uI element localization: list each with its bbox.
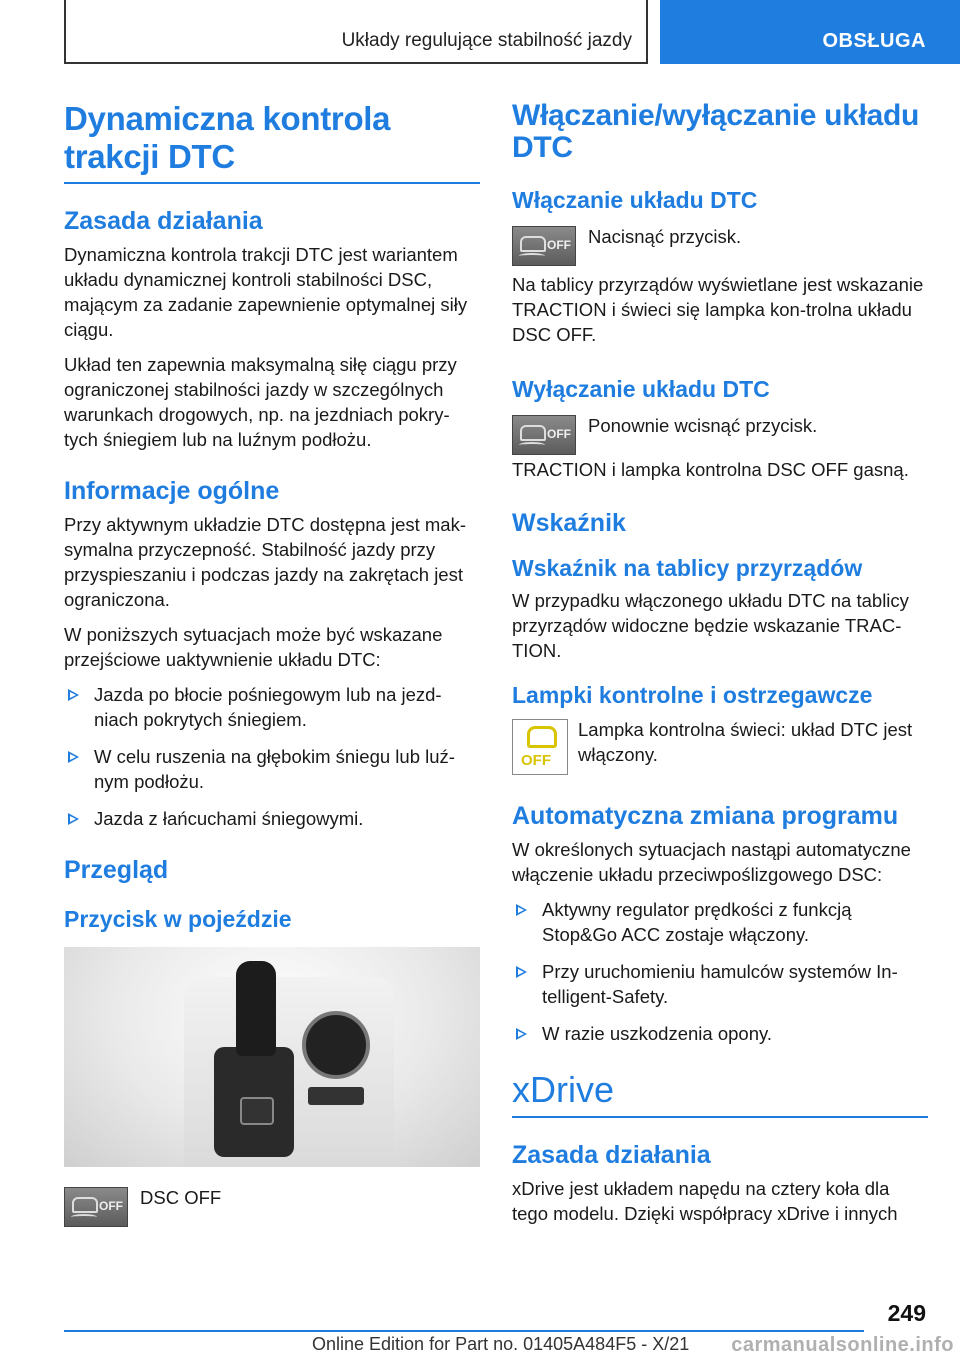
triangle-bullet-icon — [516, 904, 527, 916]
heading-przycisk: Przycisk w pojeździe — [64, 906, 292, 932]
idrive-knob — [302, 1011, 370, 1079]
heading-wylaczanie: Wyłączanie układu DTC — [512, 376, 770, 402]
heading-zasada: Zasada działania — [64, 207, 263, 235]
option-buttons — [308, 1087, 364, 1105]
footer-edition: Online Edition for Part no. 01405A484F5 - X/21 — [312, 1334, 690, 1354]
heading-tablica: Wskaźnik na tablicy przyrządów — [512, 555, 863, 581]
list-item: Aktywny regulator prędkości z funkcją Stop&Go ACC zostaje włączony. — [512, 897, 928, 947]
footer-rule — [64, 1330, 864, 1332]
heading-informacje: Informacje ogólne — [64, 477, 280, 505]
parking-brake-button — [240, 1097, 274, 1125]
left-title-block — [64, 100, 480, 184]
heading-xdrive-zasada: Zasada działania — [512, 1141, 711, 1169]
page-title-dtc: Dynamiczna kontrola trakcji DTC — [64, 100, 391, 175]
lamp-row — [512, 717, 928, 779]
header-box — [64, 0, 648, 64]
dsc-off-button-icon: OFF — [512, 415, 576, 455]
triangle-bullet-icon — [68, 751, 79, 763]
zasada-paragraph-2: Układ ten zapewnia maksymalną siłę ciągu przy ograniczonej stabilności jazdy w szczególnych warunkach drogowych, np. na jezdniach pokry-tych śniegiem lub na luźnym podłożu. — [64, 354, 457, 450]
dsc-off-label: DSC OFF — [140, 1187, 222, 1208]
watermark: carmanualsonline.info — [731, 1334, 954, 1356]
gear-lever — [236, 961, 276, 1056]
heading-automatyczna: Automatyczna zmiana programu — [512, 802, 899, 830]
off-paragraph-1: Ponownie wcisnąć przycisk. — [588, 415, 818, 436]
on-paragraph-1: Nacisnąć przycisk. — [588, 226, 742, 247]
on-paragraph-2: Na tablicy przyrządów wyświetlane jest wskazanie TRACTION i świeci się lampka kon-trolna układu DSC OFF. — [512, 274, 924, 345]
triangle-bullet-icon — [516, 1028, 527, 1040]
xdrive-title-block — [512, 1070, 928, 1118]
info-paragraph-2: W poniższych sytuacjach może być wskazane przejściowe uaktywnienie układu DTC: — [64, 624, 443, 670]
off-row — [512, 413, 928, 463]
dsc-off-button-icon: OFF — [512, 226, 576, 266]
center-console-photo — [64, 947, 480, 1167]
auto-list — [512, 897, 928, 1046]
list-item: W razie uszkodzenia opony. — [512, 1021, 928, 1046]
list-item: Przy uruchomieniu hamulców systemów In-telligent-Safety. — [512, 959, 928, 1009]
info-list — [64, 682, 480, 831]
zasada-paragraph-1: Dynamiczna kontrola trakcji DTC jest wariantem układu dynamicznej kontroli stabilności DSC, mającym za zadanie zapewnienie optymalnej siły ciągu. — [64, 244, 468, 340]
dtc-indicator-lamp-icon: OFF — [512, 719, 568, 775]
heading-wlaczanie: Włączanie układu DTC — [512, 187, 758, 213]
triangle-bullet-icon — [68, 813, 79, 825]
lampki-paragraph: Lampka kontrolna świeci: układ DTC jest włączony. — [578, 719, 913, 765]
list-item: Jazda z łańcuchami śniegowymi. — [64, 806, 480, 831]
heading-przeglad: Przegląd — [64, 856, 169, 884]
dsc-off-button-icon: OFF — [64, 1187, 128, 1227]
right-column — [512, 100, 928, 1236]
heading-lampki: Lampki kontrolne i ostrzegawcze — [512, 682, 873, 708]
triangle-bullet-icon — [516, 966, 527, 978]
auto-paragraph: W określonych sytuacjach nastąpi automatyczne włączenie układu przeciwpoślizgowego DSC: — [512, 839, 911, 885]
header-section-title: Układy regulujące stabilność jazdy — [341, 30, 632, 51]
heading-wskaznik: Wskaźnik — [512, 509, 626, 537]
list-item: Jazda po błocie pośniegowym lub na jezd-niach pokrytych śniegiem. — [64, 682, 480, 732]
heading-wlaczanie-wylaczanie: Włączanie/wyłączanie układu DTC — [512, 99, 920, 164]
header-tab — [660, 0, 960, 64]
list-item: W celu ruszenia na głębokim śniegu lub luź-nym podłożu. — [64, 744, 480, 794]
xdrive-paragraph: xDrive jest układem napędu na cztery koła dla tego modelu. Dzięki współpracy xDrive i innych — [512, 1178, 898, 1224]
off-paragraph-2: TRACTION i lampka kontrolna DSC OFF gasną. — [512, 459, 909, 480]
dsc-off-row — [64, 1185, 480, 1231]
info-paragraph-1: Przy aktywnym układzie DTC dostępna jest mak-symalna przyczepność. Stabilność jazdy przy przyspieszaniu i podczas jazdy na zakrętach jest ograniczona. — [64, 514, 466, 610]
on-row — [512, 224, 928, 274]
page-number: 249 — [887, 1300, 926, 1326]
page-title-xdrive: xDrive — [512, 1069, 615, 1110]
triangle-bullet-icon — [68, 689, 79, 701]
tablica-paragraph: W przypadku włączonego układu DTC na tablicy przyrządów widoczne będzie wskazanie TRAC-TION. — [512, 590, 909, 661]
header-tab-label: OBSŁUGA — [822, 30, 926, 52]
left-column — [64, 100, 480, 1231]
